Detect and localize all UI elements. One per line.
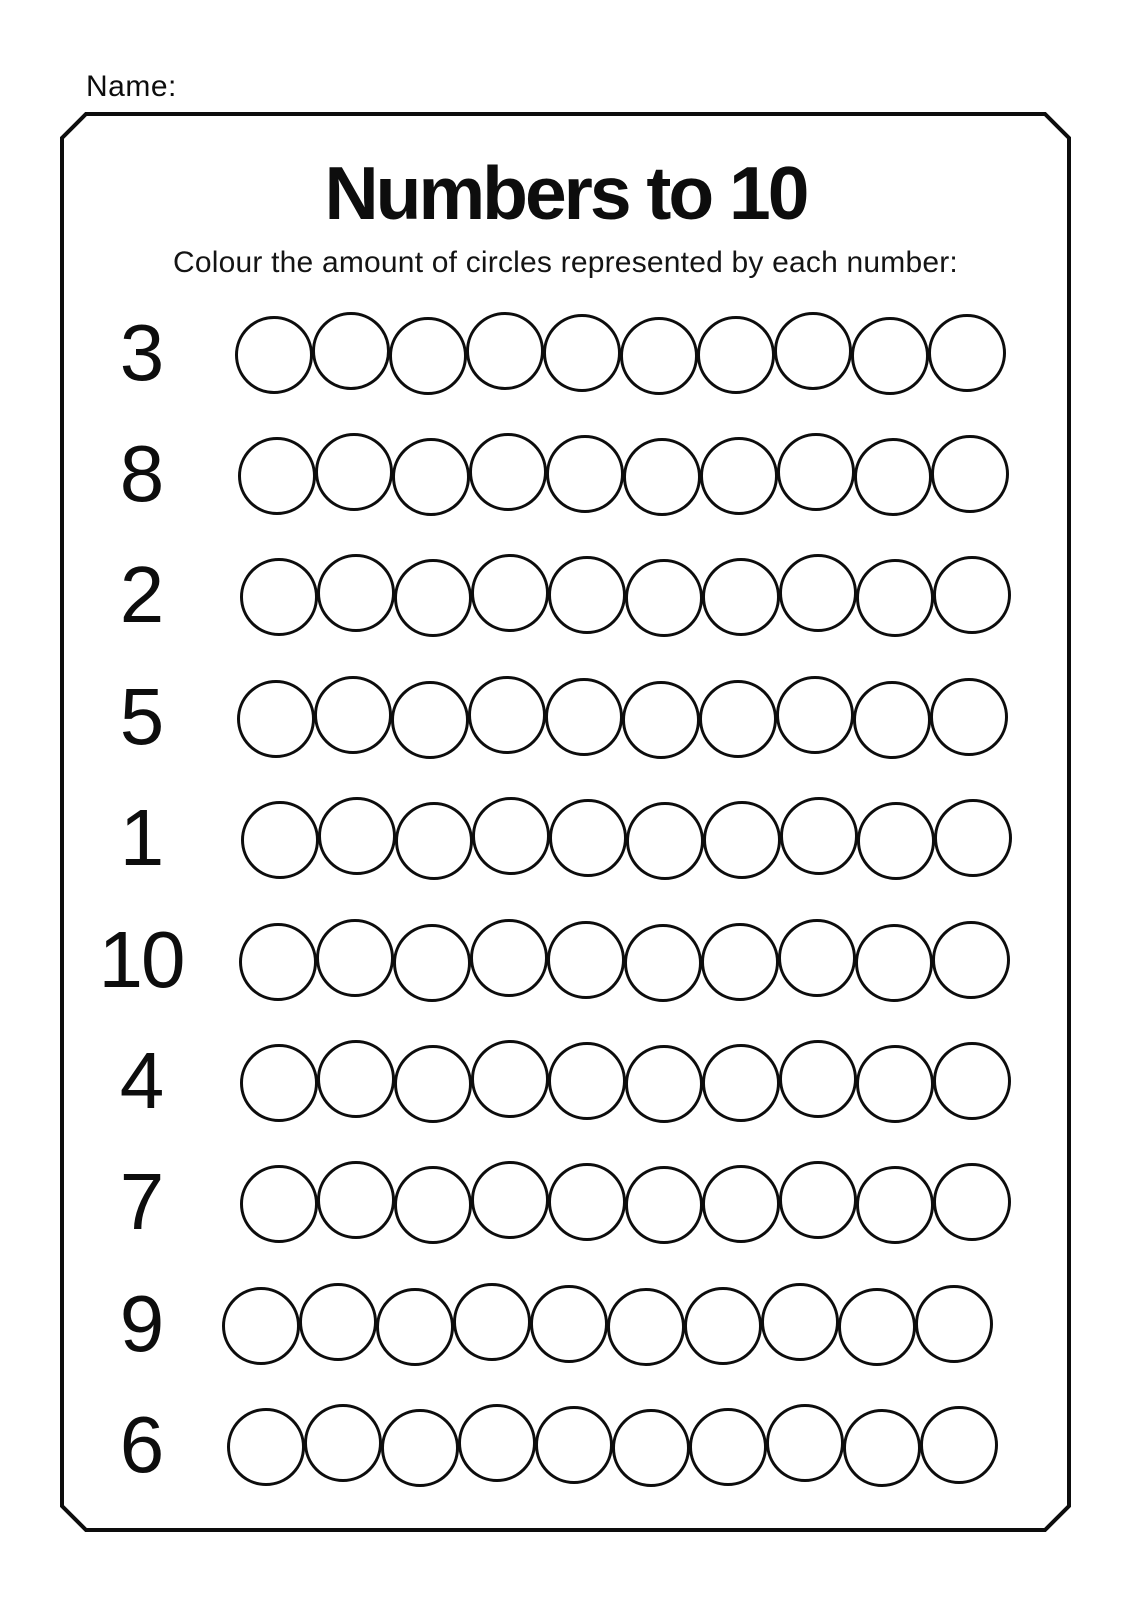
colour-circle[interactable]	[855, 924, 933, 1002]
colour-circle[interactable]	[549, 799, 627, 877]
colour-circle[interactable]	[702, 1044, 780, 1122]
worksheet-row	[0, 1142, 1131, 1263]
circle-strip	[240, 1163, 1010, 1241]
colour-circle[interactable]	[315, 433, 393, 511]
colour-circle[interactable]	[933, 556, 1011, 634]
worksheet-row	[0, 1385, 1131, 1506]
colour-circle[interactable]	[535, 1406, 613, 1484]
row-number-label: 7	[119, 1157, 163, 1247]
circle-strip	[239, 921, 1009, 999]
colour-circle[interactable]	[776, 676, 854, 754]
colour-circle[interactable]	[778, 919, 856, 997]
colour-circle[interactable]	[316, 919, 394, 997]
row-number-label: 8	[119, 429, 163, 519]
colour-circle[interactable]	[766, 1404, 844, 1482]
circle-strip	[235, 314, 1005, 392]
colour-circle[interactable]	[227, 1408, 305, 1486]
row-number-label: 2	[119, 550, 163, 640]
colour-circle[interactable]	[304, 1404, 382, 1482]
colour-circle[interactable]	[620, 317, 698, 395]
colour-circle[interactable]	[931, 435, 1009, 513]
colour-circle[interactable]	[394, 1166, 472, 1244]
colour-circle[interactable]	[702, 1165, 780, 1243]
colour-circle[interactable]	[468, 676, 546, 754]
colour-circle[interactable]	[625, 1166, 703, 1244]
colour-circle[interactable]	[466, 312, 544, 390]
colour-circle[interactable]	[543, 314, 621, 392]
colour-circle[interactable]	[471, 1161, 549, 1239]
row-number-label: 4	[119, 1036, 163, 1126]
worksheet-row	[0, 1020, 1131, 1141]
colour-circle[interactable]	[314, 676, 392, 754]
colour-circle[interactable]	[932, 921, 1010, 999]
colour-circle[interactable]	[469, 433, 547, 511]
colour-circle[interactable]	[622, 681, 700, 759]
colour-circle[interactable]	[389, 317, 467, 395]
worksheet-row	[0, 413, 1131, 534]
colour-circle[interactable]	[222, 1287, 300, 1365]
colour-circle[interactable]	[237, 680, 315, 758]
colour-circle[interactable]	[697, 316, 775, 394]
colour-circle[interactable]	[240, 1044, 318, 1122]
colour-circle[interactable]	[838, 1288, 916, 1366]
colour-circle[interactable]	[843, 1409, 921, 1487]
worksheet-row	[0, 656, 1131, 777]
page-title: Numbers to 10	[324, 151, 807, 235]
colour-circle[interactable]	[548, 556, 626, 634]
circle-strip	[240, 1042, 1010, 1120]
colour-circle[interactable]	[317, 554, 395, 632]
colour-circle[interactable]	[391, 681, 469, 759]
colour-circle[interactable]	[779, 1040, 857, 1118]
colour-circle[interactable]	[546, 435, 624, 513]
rows	[0, 292, 1131, 1506]
colour-circle[interactable]	[470, 919, 548, 997]
colour-circle[interactable]	[318, 797, 396, 875]
worksheet-row	[0, 535, 1131, 656]
colour-circle[interactable]	[612, 1409, 690, 1487]
colour-circle[interactable]	[607, 1288, 685, 1366]
circle-strip	[238, 435, 1008, 513]
worksheet-row	[0, 1263, 1131, 1384]
colour-circle[interactable]	[239, 923, 317, 1001]
colour-circle[interactable]	[780, 797, 858, 875]
colour-circle[interactable]	[854, 438, 932, 516]
colour-circle[interactable]	[312, 312, 390, 390]
name-label: Name:	[86, 70, 177, 103]
colour-circle[interactable]	[471, 554, 549, 632]
colour-circle[interactable]	[317, 1161, 395, 1239]
colour-circle[interactable]	[548, 1042, 626, 1120]
colour-circle[interactable]	[626, 802, 704, 880]
colour-circle[interactable]	[394, 559, 472, 637]
colour-circle[interactable]	[395, 802, 473, 880]
colour-circle[interactable]	[851, 317, 929, 395]
colour-circle[interactable]	[453, 1283, 531, 1361]
colour-circle[interactable]	[915, 1285, 993, 1363]
colour-circle[interactable]	[779, 1161, 857, 1239]
row-number-label: 10	[98, 914, 184, 1004]
colour-circle[interactable]	[547, 921, 625, 999]
colour-circle[interactable]	[933, 1163, 1011, 1241]
colour-circle[interactable]	[777, 433, 855, 511]
colour-circle[interactable]	[299, 1283, 377, 1361]
colour-circle[interactable]	[689, 1408, 767, 1486]
colour-circle[interactable]	[472, 797, 550, 875]
colour-circle[interactable]	[458, 1404, 536, 1482]
instruction-text: Colour the amount of circles represented by each number:	[173, 246, 958, 279]
circle-strip	[227, 1406, 997, 1484]
colour-circle[interactable]	[702, 558, 780, 636]
worksheet-row	[0, 899, 1131, 1020]
circle-strip	[240, 556, 1010, 634]
colour-circle[interactable]	[394, 1045, 472, 1123]
colour-circle[interactable]	[381, 1409, 459, 1487]
colour-circle[interactable]	[545, 678, 623, 756]
colour-circle[interactable]	[240, 558, 318, 636]
circle-strip	[237, 678, 1007, 756]
colour-circle[interactable]	[392, 438, 470, 516]
colour-circle[interactable]	[856, 1166, 934, 1244]
row-number-label: 3	[119, 307, 163, 397]
colour-circle[interactable]	[774, 312, 852, 390]
colour-circle[interactable]	[933, 1042, 1011, 1120]
colour-circle[interactable]	[393, 924, 471, 1002]
row-number-label: 1	[119, 793, 163, 883]
worksheet-row	[0, 778, 1131, 899]
colour-circle[interactable]	[317, 1040, 395, 1118]
colour-circle[interactable]	[779, 554, 857, 632]
colour-circle[interactable]	[376, 1288, 454, 1366]
colour-circle[interactable]	[856, 559, 934, 637]
colour-circle[interactable]	[930, 678, 1008, 756]
colour-circle[interactable]	[700, 437, 778, 515]
colour-circle[interactable]	[701, 923, 779, 1001]
row-number-label: 5	[119, 671, 163, 761]
colour-circle[interactable]	[238, 437, 316, 515]
colour-circle[interactable]	[235, 316, 313, 394]
colour-circle[interactable]	[625, 1045, 703, 1123]
circle-strip	[222, 1285, 992, 1363]
colour-circle[interactable]	[240, 1165, 318, 1243]
circle-strip	[241, 799, 1011, 877]
colour-circle[interactable]	[703, 801, 781, 879]
colour-circle[interactable]	[934, 799, 1012, 877]
colour-circle[interactable]	[853, 681, 931, 759]
row-number-label: 9	[119, 1278, 163, 1368]
colour-circle[interactable]	[684, 1287, 762, 1365]
colour-circle[interactable]	[241, 801, 319, 879]
colour-circle[interactable]	[761, 1283, 839, 1361]
colour-circle[interactable]	[699, 680, 777, 758]
colour-circle[interactable]	[624, 924, 702, 1002]
colour-circle[interactable]	[928, 314, 1006, 392]
colour-circle[interactable]	[471, 1040, 549, 1118]
colour-circle[interactable]	[530, 1285, 608, 1363]
colour-circle[interactable]	[623, 438, 701, 516]
row-number-label: 6	[119, 1400, 163, 1490]
colour-circle[interactable]	[920, 1406, 998, 1484]
colour-circle[interactable]	[857, 802, 935, 880]
colour-circle[interactable]	[625, 559, 703, 637]
worksheet-row	[0, 292, 1131, 413]
colour-circle[interactable]	[856, 1045, 934, 1123]
colour-circle[interactable]	[548, 1163, 626, 1241]
